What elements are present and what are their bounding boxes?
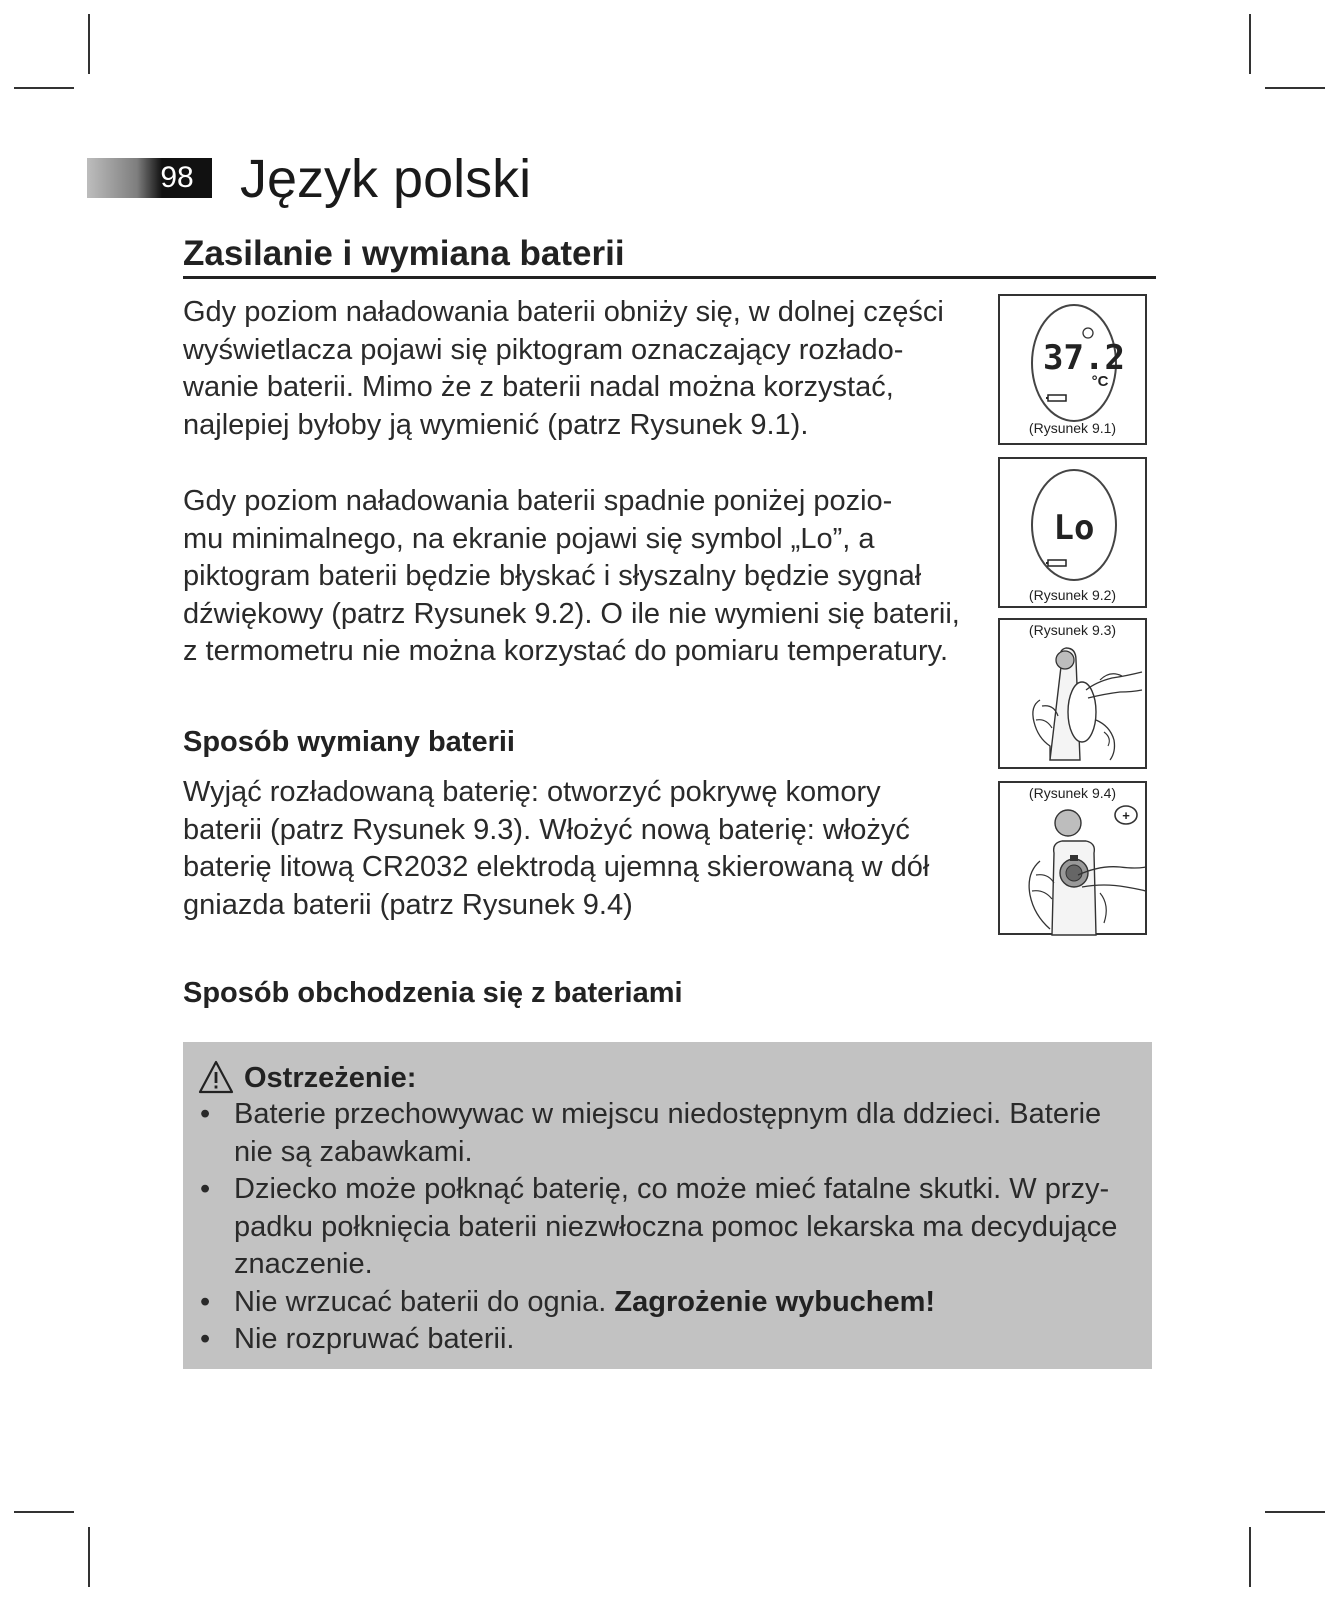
warning-title: Ostrzeżenie: (244, 1062, 417, 1094)
crop-mark (14, 1511, 74, 1513)
display-reading: 37.2 (1043, 338, 1125, 378)
text-line: wanie baterii. Mimo że z baterii nadal można korzystać, (183, 371, 894, 403)
crop-mark (1249, 14, 1251, 74)
section-title: Zasilanie i wymiana baterii (183, 234, 625, 273)
figure-9-3 (998, 618, 1147, 769)
open-battery-cover-illustration (1000, 620, 1149, 771)
title-rule (183, 276, 1156, 279)
warning-item (183, 1284, 1143, 1322)
text-line: mu minimalnego, na ekranie pojawi się symbol „Lo”, a (183, 522, 875, 555)
text-line: baterię litową CR2032 elektrodą ujemną skierowaną w dół (183, 851, 930, 883)
warning-emphasis: Zagrożenie wybuchem! (614, 1285, 936, 1318)
text-line: Baterie przechowywac w miejscu niedostępnym dla ddzieci. Baterie (234, 1098, 1102, 1130)
language-title: Język polski (240, 149, 532, 209)
insert-battery-illustration (1000, 783, 1149, 937)
text-line: baterii (patrz Rysunek 9.3). Włożyć nową baterię: włożyć (183, 813, 910, 846)
crop-mark (1249, 1527, 1251, 1587)
text-line: z termometru nie można korzystać do pomiaru temperatury. (183, 635, 949, 667)
text-line: Nie wrzucać baterii do ognia. (234, 1285, 615, 1318)
figure-caption: (Rysunek 9.1) (1028, 420, 1117, 436)
figure-caption: (Rysunek 9.4) (1028, 785, 1117, 801)
text-line: wyświetlacza pojawi się piktogram oznaczający rozłado- (183, 333, 904, 366)
bullet: • (200, 1098, 211, 1130)
text-line: nie są zabawkami. (234, 1135, 473, 1168)
warning-triangle-icon (198, 1060, 234, 1094)
bullet: • (200, 1285, 211, 1318)
figure-9-2 (998, 457, 1147, 608)
crop-mark (14, 87, 74, 89)
bullet: • (200, 1323, 211, 1355)
paragraph-replace-steps (183, 774, 929, 924)
paragraph-low-battery (183, 294, 944, 444)
subheading-battery-handling: Sposób obchodzenia się z bateriami (183, 977, 683, 1009)
crop-mark (88, 14, 90, 74)
figure-caption: (Rysunek 9.2) (1028, 587, 1117, 603)
figure-caption: (Rysunek 9.3) (1028, 622, 1117, 638)
text-line: dźwiękowy (patrz Rysunek 9.2). O ile nie wymieni się baterii, (183, 597, 960, 630)
text-line: Dziecko może połknąć baterię, co może mieć fatalne skutki. W przy- (234, 1173, 1110, 1205)
text-line: padku połknięcia baterii niezwłoczna pomoc lekarska ma decydujące (234, 1210, 1118, 1243)
crop-mark (1265, 1511, 1325, 1513)
warning-list (183, 1096, 1143, 1359)
text-line: najlepiej byłoby ją wymienić (patrz Rysunek 9.1). (183, 408, 809, 441)
svg-text:+: + (1122, 808, 1130, 823)
warning-item (183, 1171, 1143, 1284)
display-lo: Lo (1053, 508, 1095, 548)
figure-9-4 (998, 781, 1147, 935)
subheading-replace-battery: Sposób wymiany baterii (183, 726, 515, 758)
text-line: Gdy poziom naładowania baterii spadnie poniżej pozio- (183, 485, 893, 517)
warning-item (183, 1321, 1143, 1359)
figure-9-1 (998, 294, 1147, 445)
warning-item (183, 1096, 1143, 1171)
text-line: piktogram baterii będzie błyskać i słyszalny będzie sygnał (183, 560, 922, 592)
crop-mark (1265, 87, 1325, 89)
text-line: Wyjąć rozładowaną baterię: otworzyć pokrywę komory (183, 776, 881, 808)
bullet: • (200, 1173, 211, 1205)
text-line: znaczenie. (234, 1248, 373, 1280)
paragraph-lo-symbol (183, 483, 960, 671)
crop-mark (88, 1527, 90, 1587)
temperature-unit: °C (1091, 373, 1109, 390)
text-line: Gdy poziom naładowania baterii obniży się, w dolnej części (183, 296, 944, 328)
page-number: 98 (160, 161, 194, 194)
text-line: gniazda baterii (patrz Rysunek 9.4) (183, 888, 633, 921)
text-line: Nie rozpruwać baterii. (234, 1323, 515, 1355)
